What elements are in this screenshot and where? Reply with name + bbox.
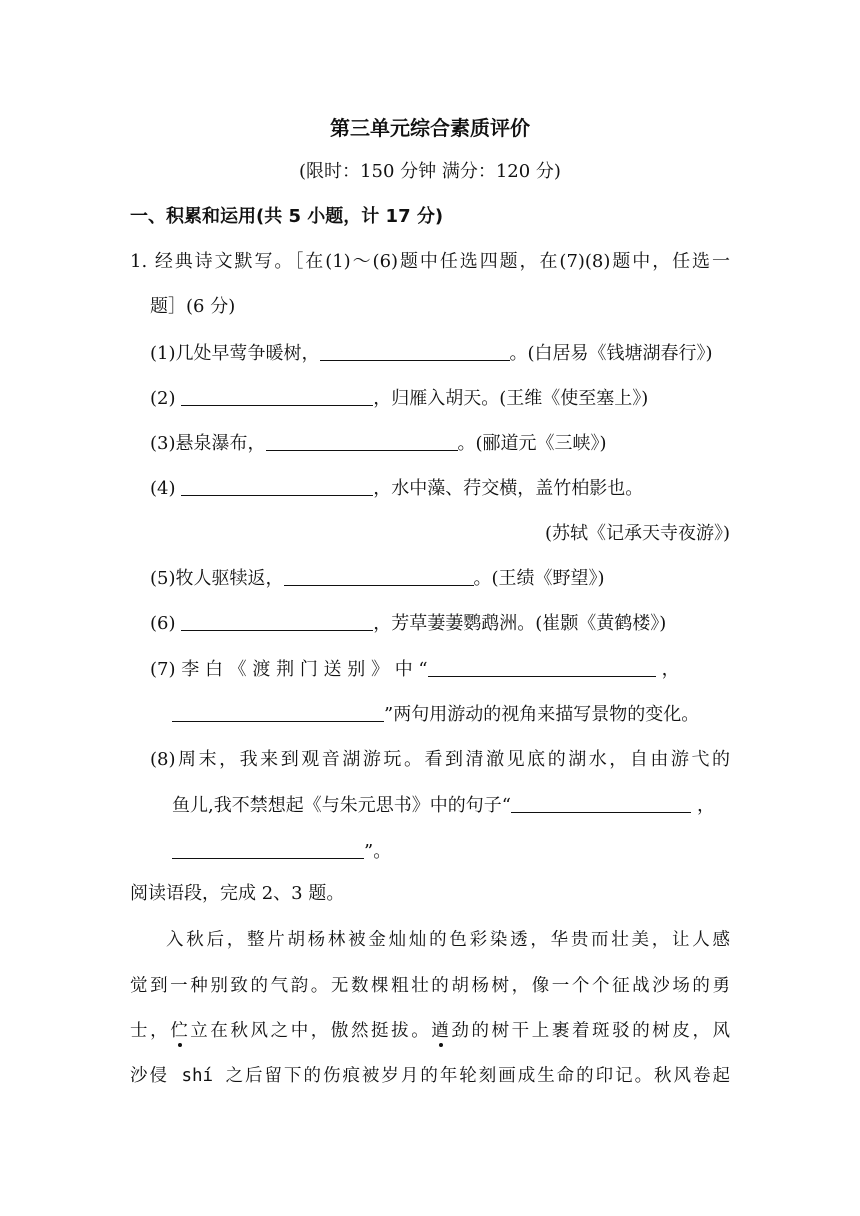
- passage-text: 立在秋风之中，傲然挺拔。: [190, 1021, 432, 1041]
- item-source: ，芳草萋萋鹦鹉洲。(崔颢《黄鹤楼》): [373, 613, 667, 634]
- exam-info: (限时：150 分钟 满分：120 分): [299, 161, 561, 182]
- item-source: 。(王绩《野望》): [473, 568, 605, 589]
- item-text: (3)悬泉瀑布，: [150, 433, 266, 454]
- answer-blank[interactable]: [284, 567, 474, 586]
- item-comma: ，: [696, 795, 715, 816]
- passage-text: 劲的树干上裹着斑驳的树皮，风: [451, 1021, 731, 1041]
- item-text: (4): [150, 478, 182, 499]
- q1-item-7: [150, 658, 680, 682]
- answer-blank[interactable]: [181, 477, 373, 496]
- passage-line: [130, 1019, 730, 1043]
- q1-item-8: (8)周末，我来到观音湖游玩。看到清澈见底的湖水，自由游弋的: [150, 749, 730, 770]
- answer-blank[interactable]: [181, 612, 373, 631]
- item-text: 鱼儿,我不禁想起《与朱元思书》中的句子“: [172, 795, 511, 816]
- item-text: ”两句用游动的视角来描写景物的变化。: [384, 704, 700, 725]
- q1-item-6: [150, 612, 666, 636]
- passage-line: 入秋后，整片胡杨林被金灿灿的色彩染透，华贵而壮美，让人感: [166, 930, 730, 950]
- answer-blank[interactable]: [428, 658, 656, 677]
- item-text: (5)牧人驱犊返，: [150, 568, 284, 589]
- answer-blank[interactable]: [172, 840, 364, 859]
- reading-instruction: 阅读语段，完成 2、3 题。: [130, 883, 345, 904]
- item-text: (1)几处早莺争暖树，: [150, 343, 320, 364]
- passage-line: 觉到一种别致的气韵。无数棵粗壮的胡杨树，像一个个征战沙场的勇: [130, 976, 730, 996]
- item-comma: ，: [661, 659, 680, 680]
- question-1-stem: 1. 经典诗文默写。［在(1)～(6)题中任选四题，在(7)(8)题中，任选一: [130, 251, 730, 272]
- item-text: (6): [150, 613, 182, 634]
- answer-blank[interactable]: [266, 432, 458, 451]
- section-heading: 一、积累和运用(共 5 小题，计 17 分): [130, 206, 444, 227]
- question-1-stem-cont: 题］(6 分): [150, 296, 236, 317]
- answer-blank[interactable]: [511, 794, 691, 813]
- item-text: ”。: [364, 841, 392, 862]
- passage-line: 沙侵 shí 之后留下的伤痕被岁月的年轮刻画成生命的印记。秋风卷起: [130, 1066, 730, 1086]
- item-text: (7) 李 白 《 渡 荆 门 送 别 》 中 “: [150, 659, 428, 680]
- item-text: (2): [150, 388, 182, 409]
- emphasis-char: 伫: [170, 1021, 191, 1041]
- passage-text: 士，: [130, 1021, 171, 1041]
- item-source: 。(郦道元《三峡》): [457, 433, 607, 454]
- q1-item-4: [150, 477, 643, 501]
- answer-blank[interactable]: [181, 387, 373, 406]
- q1-item-8-cont: [172, 794, 715, 818]
- q1-item-4-source: (苏轼《记承天寺夜游》): [544, 523, 730, 544]
- q1-item-1: [150, 342, 713, 366]
- item-source: 。(白居易《钱塘湖春行》): [509, 343, 713, 364]
- q1-item-3: [150, 432, 607, 456]
- q1-item-8-end: [172, 840, 391, 864]
- emphasis-char: 遒: [431, 1021, 452, 1041]
- q1-item-7-cont: [172, 703, 699, 727]
- q1-item-2: [150, 387, 648, 411]
- q1-item-5: [150, 567, 605, 591]
- item-source: ，水中藻、荇交横，盖竹柏影也。: [373, 478, 644, 499]
- answer-blank[interactable]: [172, 703, 384, 722]
- answer-blank[interactable]: [320, 342, 510, 361]
- page-title: 第三单元综合素质评价: [330, 116, 530, 140]
- item-source: ，归雁入胡天。(王维《使至塞上》): [373, 388, 649, 409]
